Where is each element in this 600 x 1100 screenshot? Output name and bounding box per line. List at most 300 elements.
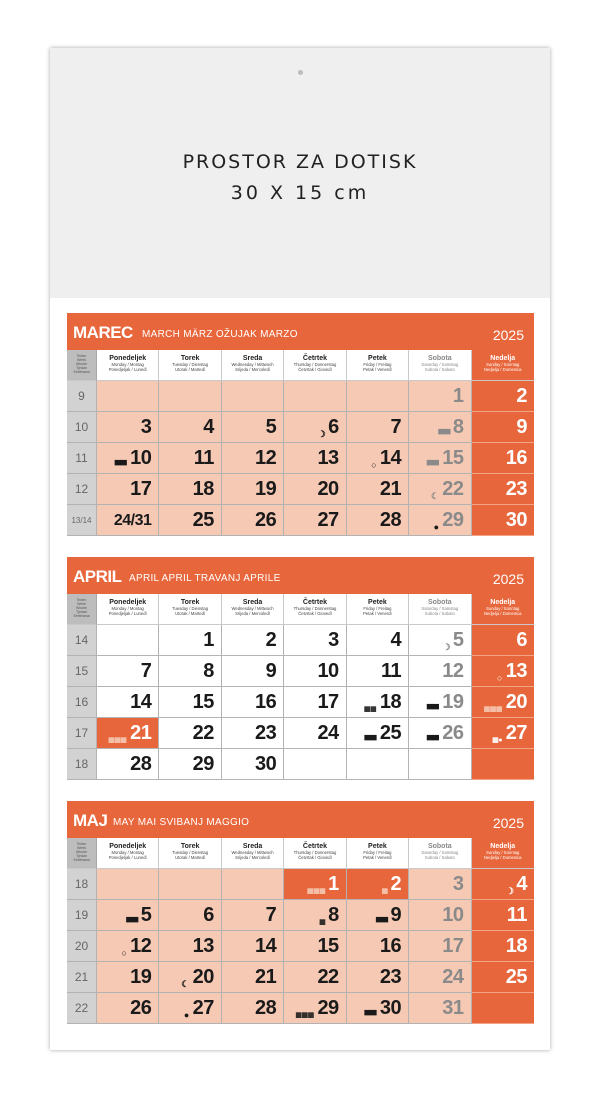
weekday-header [222,350,284,381]
day-cell [222,656,284,687]
weekday-name: Četrtek [302,355,328,362]
holiday-marker-icon: ▀▀ [426,704,439,714]
holiday-marker-icon: ▀▀ [375,917,388,927]
weekday-translation: Petak / Venerdì [363,611,392,616]
day-cell [472,962,534,993]
holiday-marker-icon: ▦▦▦ [483,706,502,713]
day-number: 26 [442,722,464,744]
day-cell [97,443,159,474]
full-moon-icon: ○ [371,460,377,470]
day-cell [472,718,534,749]
day-cell [284,931,346,962]
day-number: 4 [390,629,402,651]
moon-phase-icon: ☾ [181,979,189,989]
weekday-translation: Utorak / Martedì [175,367,206,372]
calendar-sheet [50,48,550,1050]
holiday-marker-icon: ▦● [492,737,502,744]
day-cell [409,505,471,536]
day-number: 29 [317,997,339,1019]
day-cell [472,687,534,718]
weekday-translation: Četvrtak / Giovedì [298,855,332,860]
weekday-translation: Monday / Montag [111,850,144,855]
day-cell [409,718,471,749]
holiday-marker-icon: ▦ [381,888,388,895]
day-number: 7 [265,904,277,926]
day-number: 8 [452,416,464,438]
day-number: 2 [516,385,527,407]
weekday-translation: Srijeda / Mercoledì [235,367,271,372]
day-number: 12 [255,447,277,469]
weekday-translation: Saturday / Samstag [421,850,459,855]
weekday-header [409,350,471,381]
day-number: 28 [379,509,402,531]
day-cell [409,962,471,993]
day-number: 24 [317,722,339,744]
month-year: 2025 [492,571,524,587]
day-number: 23 [379,966,402,988]
day-number: 5 [452,629,464,651]
weekday-name: Petek [368,355,387,362]
empty-day-cell [284,381,346,412]
week-number: 10 [67,412,97,443]
month-year: 2025 [492,327,524,343]
month-name: MAREC [73,323,133,342]
day-cell [284,474,346,505]
day-number: 17 [442,935,464,957]
week-header-label: Teden [76,842,87,846]
day-cell [347,931,409,962]
day-number: 3 [140,416,152,438]
week-number: 20 [67,931,97,962]
weekday-header [284,838,346,869]
week-number: 14 [67,625,97,656]
weekday-translation: Subota / Sabato [424,367,455,372]
day-number: 5 [265,416,277,438]
month-translations: APRIL APRIL TRAVANJ APRILE [129,573,281,584]
weekday-translation: Četvrtak / Giovedì [298,367,332,372]
day-cell [284,625,346,656]
day-cell [222,749,284,780]
day-number: 9 [390,904,402,926]
holiday-marker-icon: ▀▀ [364,735,377,745]
month-grid [67,838,534,1024]
weekday-translation: Utorak / Martedì [175,855,206,860]
day-number: 3 [328,629,339,651]
new-moon-icon: ● [183,1010,189,1020]
weekday-name: Nedelja [490,843,516,850]
day-number: 25 [192,509,214,531]
weekday-header [222,838,284,869]
day-number: 18 [192,478,214,500]
day-number: 25 [505,966,527,988]
weekday-header [284,594,346,625]
day-number: 4 [203,416,214,438]
day-cell [472,931,534,962]
holiday-marker-icon: ▦▦▦ [295,1012,314,1019]
day-cell [159,962,221,993]
weekday-header [472,838,534,869]
weekday-header [159,838,221,869]
day-cell [472,869,534,900]
day-cell [472,381,534,412]
day-cell [284,962,346,993]
day-number: 13 [192,935,214,957]
day-cell [347,505,409,536]
day-number: 31 [442,997,464,1019]
day-number: 19 [255,478,277,500]
holiday-marker-icon: ▦ [319,919,326,926]
week-header-label: Teden [76,598,87,602]
day-number: 27 [192,997,214,1019]
weekday-translation: Saturday / Samstag [421,362,459,367]
weekday-translation: Ponedjeljak / Lunedì [108,367,147,372]
weekday-header [97,838,159,869]
day-cell [409,931,471,962]
week-header-label: Tjedan [76,610,87,614]
day-number: 9 [265,660,277,682]
holiday-marker-icon: ▦▦▦ [108,737,127,744]
day-number: 14 [130,691,152,713]
holiday-marker-icon: ▦▦▦ [306,888,326,895]
day-cell [472,505,534,536]
week-header-label: Week [76,846,87,850]
day-cell [347,474,409,505]
week-number: 15 [67,656,97,687]
moon-phase-icon: ☽ [505,886,514,896]
weekday-translation: Friday / Freitag [363,850,392,855]
weekday-name: Ponedeljek [109,355,147,362]
empty-day-cell [409,749,471,780]
day-number: 5 [140,904,152,926]
day-cell [222,474,284,505]
day-number: 16 [505,447,527,469]
day-number: 18 [379,691,402,713]
weekday-translation: Subota / Sabato [424,855,455,860]
day-number: 20 [317,478,339,500]
day-number: 26 [130,997,152,1019]
day-cell [222,443,284,474]
weekday-translation: Nedjelja / Domenica [484,367,522,372]
week-number: 18 [67,869,97,900]
day-number: 27 [505,722,527,744]
day-number: 14 [255,935,277,957]
imprint-size: 30 X 15 cm [230,182,370,204]
empty-day-cell [222,869,284,900]
day-number: 19 [130,966,152,988]
day-number: 2 [390,873,402,895]
weekday-translation: Tuesday / Dienstag [172,850,209,855]
week-header-label: Woche [75,606,88,610]
day-cell [409,900,471,931]
weekday-header [97,350,159,381]
day-cell [97,412,159,443]
day-cell [284,687,346,718]
weekday-header [159,594,221,625]
day-cell [472,474,534,505]
day-cell [222,687,284,718]
day-number: 16 [255,691,277,713]
day-cell [222,931,284,962]
weekday-header [347,594,409,625]
weekday-name: Sreda [242,843,263,850]
month-title-bar [67,801,534,838]
month-block-april [67,557,534,780]
weekday-translation: Saturday / Samstag [421,606,459,611]
day-number: 11 [506,904,527,926]
day-cell [222,993,284,1024]
weekday-name: Petek [368,843,387,850]
day-cell [409,474,471,505]
day-number: 22 [192,722,214,744]
weekday-translation: Sunday / Sonntag [486,606,520,611]
week-header-label: Settimana [73,614,90,618]
day-number: 4 [516,873,527,895]
day-number: 6 [516,629,527,651]
day-number: 10 [130,447,152,469]
weekday-header [159,350,221,381]
weekday-name: Četrtek [302,599,328,606]
weekday-translation: Nedjelja / Domenica [484,611,522,616]
weekday-translation: Srijeda / Mercoledì [235,611,271,616]
day-number: 15 [442,447,464,469]
day-cell [159,474,221,505]
day-cell [472,625,534,656]
weekday-header [409,838,471,869]
day-cell [347,900,409,931]
holiday-marker-icon: ▦▦ [363,706,377,713]
empty-day-cell [284,749,346,780]
day-cell [97,656,159,687]
day-cell [347,412,409,443]
empty-day-cell [222,381,284,412]
day-number: 22 [317,966,339,988]
day-number: 7 [140,660,152,682]
empty-day-cell [347,381,409,412]
day-number: 8 [328,904,339,926]
day-cell [159,718,221,749]
weekday-name: Nedelja [490,599,516,606]
week-header-label: Settimana [73,370,90,374]
day-number: 17 [317,691,339,713]
empty-day-cell [97,381,159,412]
month-translations: MAY MAI SVIBANJ MAGGIO [113,817,250,828]
week-number: 9 [67,381,97,412]
day-number: 1 [452,385,464,407]
day-number: 28 [255,997,277,1019]
day-number: 30 [505,509,527,531]
moon-phase-icon: ☾ [430,491,439,501]
weekday-name: Sobota [427,355,452,362]
weekday-header [222,594,284,625]
day-cell [222,412,284,443]
weekday-header [409,594,471,625]
day-cell [472,443,534,474]
day-cell [347,869,409,900]
week-header-label: Woche [75,362,88,366]
day-cell [409,381,471,412]
day-number: 12 [130,935,152,957]
weekday-name: Torek [180,355,200,362]
weekday-name: Sreda [242,599,263,606]
day-number: 20 [505,691,527,713]
day-number: 21 [255,966,277,988]
weekday-translation: Thursday / Donnerstag [293,606,337,611]
day-number: 1 [328,873,339,895]
moon-phase-icon: ☽ [317,429,326,439]
day-number: 15 [192,691,214,713]
imprint-title: PROSTOR ZA DOTISK [182,151,418,173]
weekday-name: Četrtek [302,843,328,850]
week-number: 21 [67,962,97,993]
weekday-translation: Monday / Montag [111,362,144,367]
day-number: 28 [130,753,152,775]
empty-day-cell [97,625,159,656]
weekday-name: Petek [368,599,387,606]
day-cell [159,625,221,656]
day-cell [347,962,409,993]
day-cell [97,474,159,505]
day-cell [222,505,284,536]
day-cell [97,931,159,962]
day-cell [409,443,471,474]
day-cell [284,505,346,536]
day-number: 2 [265,629,277,651]
day-number: 24 [442,966,464,988]
holiday-marker-icon: ▀▀ [364,1010,377,1020]
week-number: 12 [67,474,97,505]
day-number: 22 [442,478,464,500]
day-number: 23 [255,722,277,744]
day-cell [222,900,284,931]
weekday-translation: Monday / Montag [111,606,144,611]
day-cell [159,749,221,780]
weekday-translation: Nedjelja / Domenica [484,855,522,860]
day-number: 3 [452,873,464,895]
day-number: 10 [442,904,464,926]
month-title-bar [67,313,534,350]
week-number-header [67,838,97,869]
week-header-label: Tjedan [76,366,87,370]
weekday-header [472,594,534,625]
day-cell [284,656,346,687]
weekday-name: Sobota [427,843,452,850]
weekday-translation: Srijeda / Mercoledì [235,855,271,860]
weekday-translation: Tuesday / Dienstag [172,606,209,611]
empty-day-cell [159,869,221,900]
week-header-label: Settimana [73,858,90,862]
holiday-marker-icon: ▀▀ [438,429,451,439]
day-cell [409,656,471,687]
week-header-label: Week [76,602,87,606]
day-cell [159,993,221,1024]
weekday-name: Nedelja [490,355,516,362]
month-name: MAJ [73,811,108,830]
holiday-marker-icon: ▀▀ [126,917,138,927]
week-number: 13/14 [67,505,97,536]
week-number: 22 [67,993,97,1024]
day-number: 13 [505,660,527,682]
weekday-translation: Sunday / Sonntag [486,850,520,855]
weekday-name: Sreda [242,355,263,362]
weekday-name: Torek [180,599,200,606]
empty-day-cell [347,749,409,780]
day-number: 6 [328,416,339,438]
day-number: 16 [379,935,402,957]
weekday-translation: Tuesday / Dienstag [172,362,209,367]
weekday-translation: Friday / Freitag [363,362,392,367]
day-number: 25 [379,722,402,744]
day-cell [222,718,284,749]
month-year: 2025 [492,815,524,831]
day-cell [284,869,346,900]
month-title-bar [67,557,534,594]
day-cell [284,900,346,931]
hanging-hole [298,70,303,75]
month-translations: MARCH MÄRZ OŽUJAK MARZO [142,329,298,340]
week-number: 16 [67,687,97,718]
day-number: 18 [505,935,527,957]
weekday-name: Torek [180,843,200,850]
new-moon-icon: ● [433,522,439,532]
day-number: 29 [442,509,464,531]
day-number: 21 [130,722,152,744]
week-header-label: Woche [75,850,88,854]
week-number: 18 [67,749,97,780]
day-cell [284,443,346,474]
weekday-translation: Sunday / Sonntag [486,362,520,367]
imprint-area [50,48,550,298]
day-cell [347,993,409,1024]
day-cell [409,412,471,443]
week-number: 11 [67,443,97,474]
day-number: 8 [203,660,214,682]
day-cell [159,412,221,443]
holiday-marker-icon: ▀▀ [426,735,439,745]
day-cell [159,687,221,718]
day-number: 19 [442,691,464,713]
day-cell [222,625,284,656]
week-number: 17 [67,718,97,749]
day-cell [97,505,159,536]
day-cell [222,962,284,993]
weekday-header [472,350,534,381]
weekday-name: Ponedeljek [109,599,147,606]
weekday-name: Sobota [427,599,452,606]
week-number-header [67,594,97,625]
day-cell [159,931,221,962]
weekday-translation: Ponedjeljak / Lunedì [108,855,147,860]
week-number-header [67,350,97,381]
month-block-may [67,801,534,1024]
month-block-march [67,313,534,536]
weekday-translation: Ponedjeljak / Lunedì [108,611,147,616]
day-cell [284,412,346,443]
day-number: 20 [192,966,214,988]
day-number: 10 [317,660,339,682]
day-number: 26 [255,509,277,531]
weekday-translation: Petak / Venerdì [363,855,392,860]
day-number: 21 [379,478,402,500]
day-cell [97,749,159,780]
day-cell [284,718,346,749]
holiday-marker-icon: ▀▀ [426,460,439,470]
day-number: 30 [379,997,402,1019]
weekday-translation: Petak / Venerdì [363,367,392,372]
day-number: 23 [505,478,527,500]
weekday-name: Ponedeljek [109,843,147,850]
day-cell [347,656,409,687]
day-number: 9 [516,416,527,438]
